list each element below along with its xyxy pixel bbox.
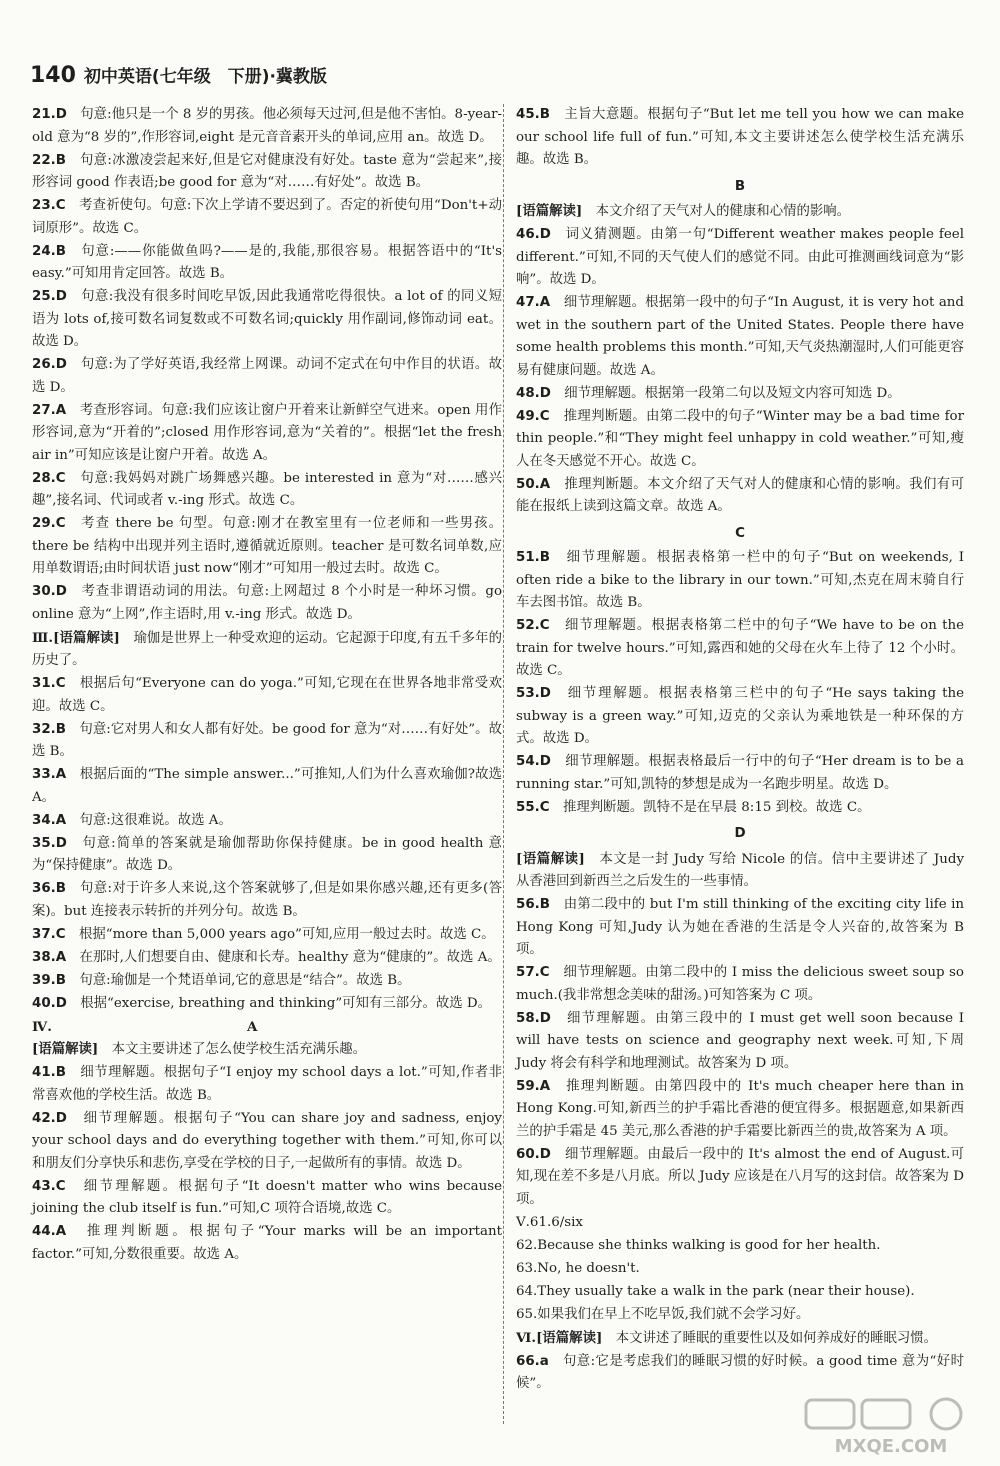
answer-line: Ⅴ.61.6/six: [516, 1214, 583, 1230]
section-letter: A: [247, 1018, 258, 1035]
answer-item: [32, 719, 502, 764]
answer-explanation: 细节理解题。根据表格最后一行中的句子“Her dream is to be a running star.”可知,凯特的梦想是成为一名跑步明星。故选 D。: [516, 754, 965, 792]
answer-number: 49.C: [516, 408, 550, 424]
answer-explanation: 细节理解题。根据第一段中的句子“In August, it is very hot and wet in the southern part of the United States. People there have some health problems this month.”可知,天气炎热潮湿时,人们可能更容易有健康问题。故选 A。: [516, 295, 965, 378]
answer-number: 54.D: [516, 754, 551, 769]
answer-explanation: 句意:这很难说。故选 A。: [79, 812, 232, 828]
answer-number: 42.D: [32, 1110, 67, 1126]
column-divider: [503, 104, 504, 1424]
answer-explanation: 推理判断题。根据句子“Your marks will be an important factor.”可知,分数很重要。故选 A。: [32, 1224, 503, 1262]
answer-number: 50.A: [516, 476, 551, 492]
answer-explanation: 句意:冰激凌尝起来好,但是它对健康没有好处。taste 意为“尝起来”,接形容词 good 作表语;be good for 意为“对……有好处”。故选 B。: [32, 152, 502, 190]
answer-number: 34.A: [32, 812, 67, 828]
answer-explanation: 细节理解题。根据第一段第二句以及短文内容可知选 D。: [564, 385, 901, 401]
answer-explanation: 句意:对于许多人来说,这个答案就够了,但是如果你感兴趣,还有更多(答案)。but 连接表示转折的并列分句。故选 B。: [32, 881, 502, 919]
passage-intro: [516, 1327, 964, 1351]
passage-summary: 本文是一封 Judy 写给 Nicole 的信。信中主要讲述了 Judy 从香港回到新西兰之后发生的一些事情。: [516, 851, 965, 889]
answer-number: 32.B: [32, 721, 66, 737]
page-number: 140: [30, 63, 76, 88]
passage-intro: [32, 1038, 502, 1062]
answer-item: [516, 962, 964, 1007]
answer-number: 31.C: [32, 676, 66, 691]
answer-number: 60.D: [516, 1146, 551, 1162]
answer-explanation: 考查非谓语动词的用法。句意:上网超过 8 个小时是一种坏习惯。go online 意为“上网”,作主语时,用 v.-ing 形式。故选 D。: [32, 584, 503, 622]
answer-item: [32, 1062, 502, 1107]
answer-explanation: 细节理解题。由第二段中的 I miss the delicious sweet soup so much.(我非常想念美味的甜汤。)可知答案为 C 项。: [516, 965, 964, 1003]
answer-explanation: 根据“exercise, breathing and thinking”可知有三部分。故选 D。: [80, 995, 492, 1011]
answer-item: [32, 286, 502, 354]
answer-number: 39.B: [32, 972, 66, 988]
answer-number: 51.B: [516, 550, 550, 565]
answer-item: [32, 400, 502, 468]
passage-tag: [语篇解读]: [32, 1041, 99, 1057]
book-title: 初中英语(七年级 下册)·冀教版: [83, 67, 327, 87]
answer-number: 53.D: [516, 686, 551, 701]
answer-explanation: 句意:它对男人和女人都有好处。be good for 意为“对……有好处”。故选 B。: [32, 721, 502, 759]
right-column: [516, 104, 964, 1396]
answer-item: [32, 150, 502, 195]
answer-explanation: 考查 there be 句型。句意:刚才在教室里有一位老师和一些男孩。there be 结构中出现并列主语时,遵循就近原则。teacher 是可数名词单数,应用单数谓语;由时间状语 just now“刚才”可知用一般过去时。故选 C。: [32, 516, 503, 576]
answer-item: [32, 924, 502, 947]
answer-item: [516, 683, 964, 751]
answer-number: 40.D: [32, 995, 67, 1011]
answer-explanation: 细节理解题。根据句子“It doesn't matter who wins because joining the club itself is fun.”可知,C 项符合语境,故选 C。: [32, 1178, 503, 1216]
section-roman: Ⅳ.: [32, 1018, 52, 1035]
answer-explanation: 推理判断题。凯特不是在早晨 8:15 到校。故选 C。: [562, 799, 871, 815]
answer-item: [32, 810, 502, 833]
passage-intro: [516, 848, 964, 894]
answer-explanation: 词义猜测题。由第一句“Different weather makes people feel different.”可知,不同的天气使人们的感觉不同。由此可推测画线词意为“影响”。故选 D。: [516, 227, 964, 287]
answer-explanation: 细节理解题。由第三段中的 I must get well soon because I will have tests on science and geography next week.可知,下周 Judy 将会有科学和地理测试。故答案为 D 项。: [516, 1010, 964, 1071]
answer-item: [32, 878, 502, 923]
answer-explanation: 推理判断题。本文介绍了天气对人的健康和心情的影响。我们有可能在报纸上读到这篇文章。故选 A。: [516, 476, 964, 514]
answer-explanation: 在那时,人们想要自由、健康和长寿。healthy 意为“健康的”。故选 A。: [79, 949, 501, 965]
answer-item: [32, 581, 502, 626]
answer-number: 66.a: [516, 1353, 549, 1369]
answer-item: [32, 764, 502, 809]
answer-explanation: 根据后句“Everyone can do yoga.”可知,它现在在世界各地非常受欢迎。故选 C。: [32, 676, 502, 714]
passage-tag: [语篇解读]: [516, 203, 583, 219]
answer-item: [32, 947, 502, 970]
answer-item: [32, 195, 502, 240]
section-heading: [32, 1016, 502, 1039]
answer-item: [516, 751, 964, 796]
section-letter: C: [735, 525, 745, 541]
section-roman: Ⅵ.: [516, 1329, 537, 1346]
answer-item: [516, 1076, 964, 1144]
answer-item: [32, 993, 502, 1016]
answer-explanation: 句意:我妈妈对跳广场舞感兴趣。be interested in 意为“对……感兴趣”,接名词、代词或者 v.-ing 形式。故选 C。: [32, 470, 502, 508]
passage-summary: 本文讲述了睡眠的重要性以及如何养成好的睡眠习惯。: [615, 1330, 938, 1346]
answer-item: [32, 1221, 502, 1266]
answer-item: [516, 383, 964, 406]
answer-explanation: 句意:瑜伽是一个梵语单词,它的意思是“结合”。故选 B。: [79, 972, 411, 988]
answer-item: [32, 241, 502, 286]
answer-number: 24.B: [32, 243, 66, 259]
passage-intro: [516, 200, 964, 224]
answer-item: [516, 104, 964, 172]
answer-number: 44.A: [32, 1224, 67, 1239]
page-header: [30, 62, 327, 88]
answer-item: [32, 970, 502, 993]
answer-number: 23.C: [32, 198, 66, 213]
answer-explanation: 细节理解题。根据句子“I enjoy my school days a lot.”可知,作者非常喜欢他的学校生活。故选 B。: [32, 1065, 502, 1103]
answer-line: 63.No, he doesn't.: [516, 1260, 640, 1276]
answer-line: 65.如果我们在早上不吃早饭,我们就不会学习好。: [516, 1306, 810, 1322]
answer-number: 26.D: [32, 357, 67, 372]
answer-explanation: 根据“more than 5,000 years ago”可知,应用一般过去时。故选 C。: [78, 926, 495, 942]
answer-item: [516, 1144, 964, 1212]
watermark-icon: [796, 1396, 986, 1458]
answer-number: 59.A: [516, 1078, 551, 1094]
answer-item: [516, 547, 964, 615]
passage-summary: 瑜伽是世界上一种受欢迎的运动。它起源于印度,有五千多年的历史了。: [32, 630, 503, 668]
answer-item: [32, 104, 502, 149]
passage-summary: 本文介绍了天气对人的健康和心情的影响。: [595, 204, 851, 219]
answer-number: 48.D: [516, 385, 551, 401]
section-letter: D: [734, 826, 746, 841]
answer-number: 36.B: [32, 881, 66, 896]
answer-number: 46.D: [516, 227, 551, 242]
answer-item: [516, 406, 964, 474]
answer-number: 43.C: [32, 1178, 66, 1194]
answer-explanation: 主旨大意题。根据句子“But let me tell you how we can make our school life full of fun.”可知,本文主要讲述怎么使学校生活充满乐趣。故选 B。: [516, 107, 965, 167]
answer-number: 47.A: [516, 295, 551, 310]
answer-explanation: 句意:他只是一个 8 岁的男孩。他必须每天过河,但是他不害怕。8-year-old 意为“8 岁的”,作形容词,eight 是元音音素开头的单词,应用 an。故选 D。: [32, 107, 502, 145]
answer-item: [516, 1008, 964, 1076]
answer-number: 29.C: [32, 516, 66, 531]
answer-explanation: 推理判断题。由第四段中的 It's much cheaper here than in Hong Kong.可知,新西兰的护手霜比香港的便宜得多。根据题意,如果新西兰的护手霜是 45 美元,那么香港的护手霜要比新西兰的贵,故答案为 A 项。: [516, 1078, 965, 1139]
passage-intro: [32, 627, 502, 673]
answer-explanation: 由第二段中的 but I'm still thinking of the exciting city life in Hong Kong 可知,Judy 认为她在香港的生活是令人兴奋的,故答案为 B 项。: [516, 897, 964, 957]
answer-explanation: 细节理解题。根据表格第一栏中的句子“But on weekends, I often ride a bike to the library in our town.”可知,杰克在周末骑自行车去图书馆。故选 B。: [516, 550, 964, 610]
answer-explanation: 细节理解题。根据表格第二栏中的句子“We have to be on the train for twelve hours.”可知,露西和她的父母在火车上待了 12 个小时。故选 C。: [516, 618, 965, 678]
answer-item: [516, 797, 964, 820]
passage-tag: [语篇解读]: [536, 1329, 603, 1346]
answer-item: [516, 474, 964, 519]
answer-item: [516, 615, 964, 683]
answer-explanation: 细节理解题。根据表格第三栏中的句子“He says taking the subway is a green way.”可知,迈克的父亲认为乘地铁是一种环保的方式。故选 D。: [516, 686, 965, 746]
answer-number: 45.B: [516, 107, 550, 122]
answer-explanation: 推理判断题。由第二段中的句子“Winter may be a bad time for thin people.”和“They might feel unhappy in cold weather.”可知,瘦人在冬天感觉不开心。故选 C。: [516, 408, 964, 469]
answer-number: 30.D: [32, 584, 67, 599]
left-column: [32, 104, 502, 1267]
answer-item: [32, 1176, 502, 1221]
answer-number: 28.C: [32, 470, 66, 486]
answer-number: 41.B: [32, 1065, 66, 1080]
answer-number: 22.B: [32, 152, 66, 168]
answer-item: [516, 894, 964, 962]
answer-explanation: 考查形容词。句意:我们应该让窗户开着来让新鲜空气进来。open 用作形容词,意为“开着的”;closed 用作形容词,意为“关着的”。根据“let the fresh air in”可知应该是让窗户开着。故选 A。: [32, 402, 503, 463]
answer-number: 57.C: [516, 965, 550, 980]
answer-item: [516, 292, 964, 382]
answer-number: 37.C: [32, 926, 66, 942]
passage-summary: 本文主要讲述了怎么使学校生活充满乐趣。: [111, 1042, 367, 1057]
answer-number: 55.C: [516, 799, 550, 815]
answer-item: [32, 513, 502, 581]
watermark-logo: [796, 1396, 986, 1458]
answer-explanation: 句意:它是考虑我们的睡眠习惯的好时候。a good time 意为“好时候”。: [516, 1353, 964, 1391]
passage-tag: [语篇解读]: [516, 850, 585, 867]
answer-item: [32, 1108, 502, 1176]
answer-line: 62.Because she thinks walking is good for her health.: [516, 1237, 881, 1253]
answer-number: 35.D: [32, 835, 67, 851]
answer-item: [516, 224, 964, 292]
answer-item: [32, 673, 502, 718]
answer-number: 21.D: [32, 107, 67, 122]
answer-number: 25.D: [32, 289, 67, 304]
answer-number: 58.D: [516, 1010, 551, 1026]
answer-number: 52.C: [516, 618, 550, 633]
watermark-text: MXQE.COM: [834, 1436, 948, 1457]
answer-item: [32, 354, 502, 399]
section-letter: B: [734, 178, 746, 194]
answer-explanation: 细节理解题。根据句子“You can share joy and sadness, enjoy your school days and do everything together with them.”可知,你可以和朋友们分享快乐和悲伤,享受在学校的日子,一起做所有的事情。故选 D。: [32, 1110, 502, 1171]
answer-item: [32, 468, 502, 513]
answer-number: 38.A: [32, 949, 67, 965]
answer-number: 33.A: [32, 767, 67, 782]
answer-explanation: 根据后面的“The simple answer...”可推知,人们为什么喜欢瑜伽?故选 A。: [32, 767, 502, 805]
answer-explanation: 句意:我没有很多时间吃早饭,因此我通常吃得很快。a lot of 的同义短语为 lots of,接可数名词复数或不可数名词;quickly 用作副词,修饰动词 eat。故选 D。: [32, 289, 503, 349]
section-roman: Ⅲ.: [32, 629, 54, 646]
answer-number: 27.A: [32, 402, 67, 418]
answer-explanation: 句意:简单的答案就是瑜伽帮助你保持健康。be in good health 意为“保持健康”。故选 D。: [32, 835, 503, 873]
answer-explanation: 句意:为了学好英语,我经常上网课。动词不定式在句中作目的状语。故选 D。: [32, 357, 502, 395]
answer-explanation: 考查祈使句。句意:下次上学请不要迟到了。否定的祈使句用“Don't+动词原形”。故选 C。: [32, 198, 503, 236]
passage-tag: [语篇解读]: [53, 629, 120, 646]
answer-line: 64.They usually take a walk in the park (near their house).: [516, 1283, 915, 1299]
answer-item: [32, 833, 502, 878]
answer-item: [516, 1351, 964, 1396]
answer-explanation: 句意:——你能做鱼吗?——是的,我能,那很容易。根据答语中的“It's easy.”可知用肯定回答。故选 B。: [32, 243, 502, 281]
answer-explanation: 细节理解题。由最后一段中的 It's almost the end of August.可知,现在差不多是八月底。所以 Judy 应该是在八月写的这封信。故答案为 D 项。: [516, 1146, 965, 1207]
answer-number: 56.B: [516, 897, 550, 912]
